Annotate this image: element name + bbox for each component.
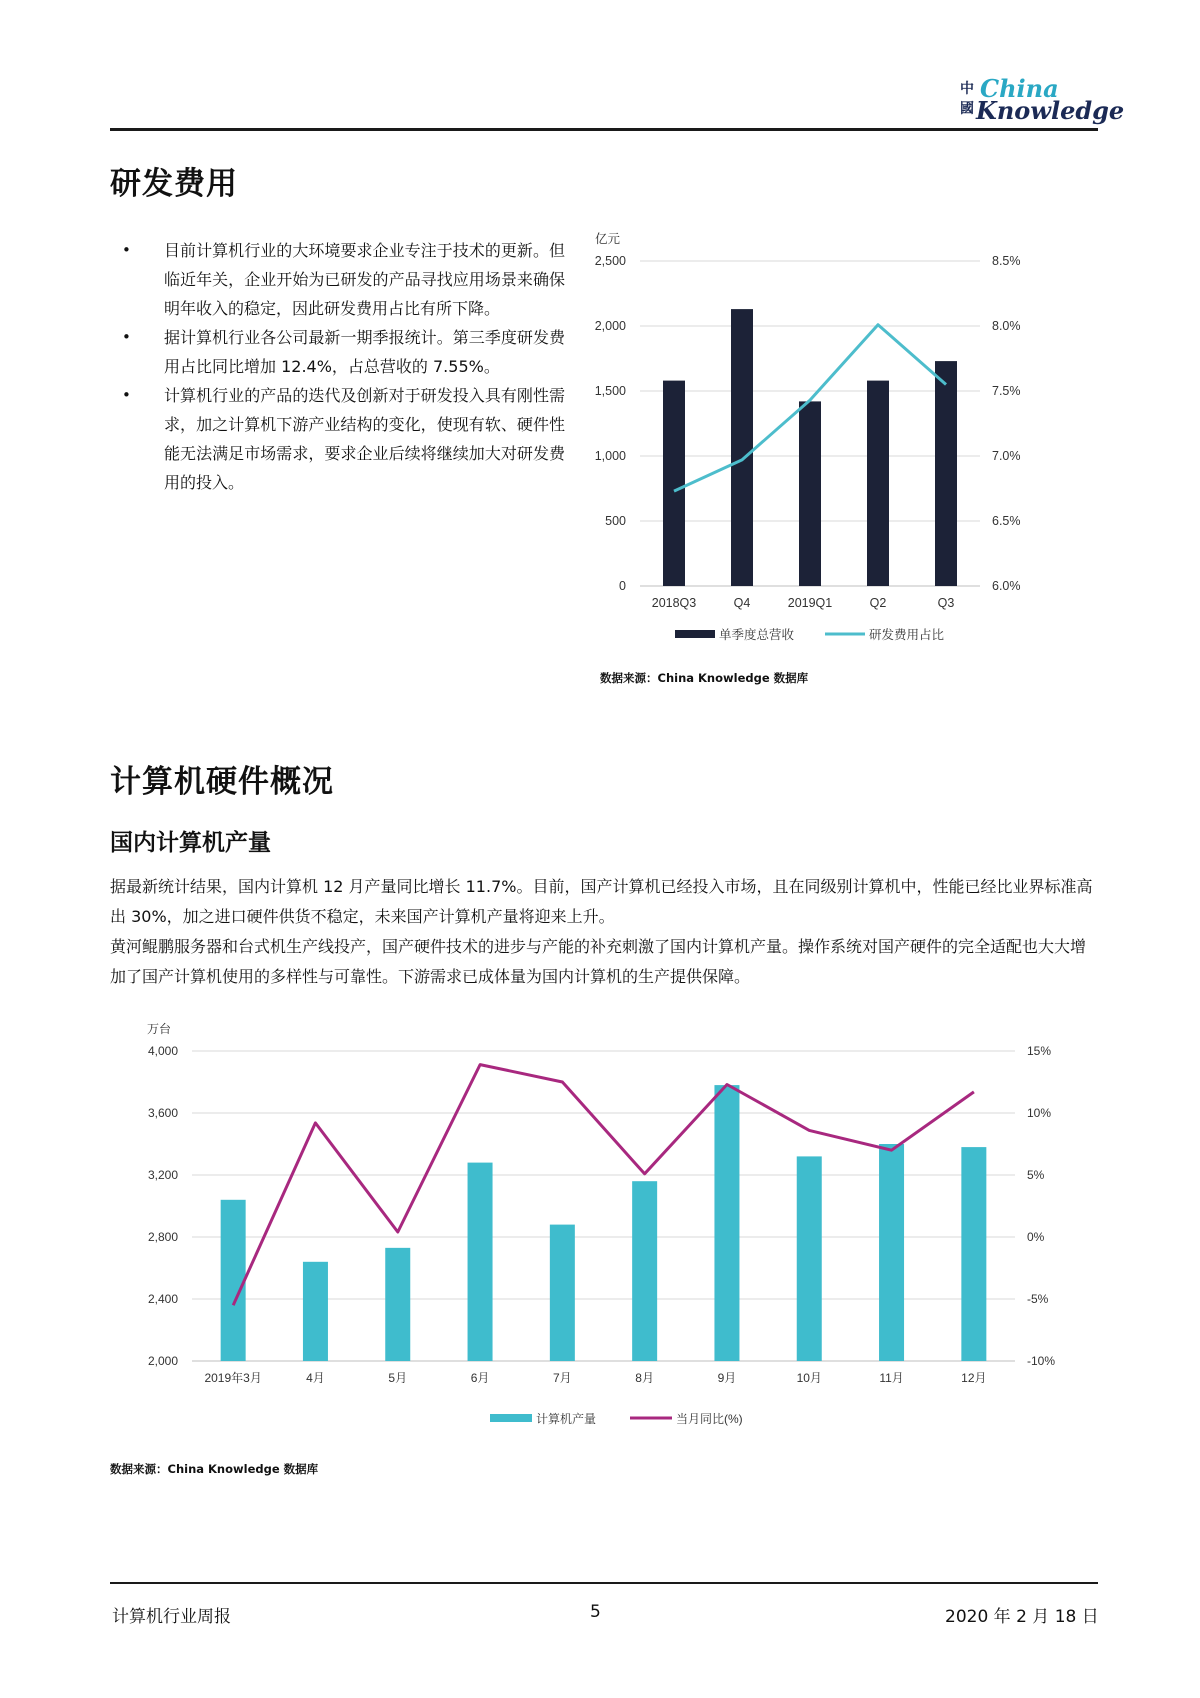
y2-tick-label: 6.0% bbox=[992, 579, 1021, 593]
computer-output-chart bbox=[110, 1008, 1100, 1448]
bar bbox=[303, 1262, 328, 1361]
x-tick-label: 12月 bbox=[961, 1371, 987, 1385]
y2-tick-label: 7.0% bbox=[992, 449, 1021, 463]
y2-tick-label: -5% bbox=[1027, 1292, 1049, 1306]
y-tick-label: 500 bbox=[605, 514, 626, 528]
paragraph-output-2: 黄河鲲鹏服务器和台式机生产线投产，国产硬件技术的进步与产能的补充刺激了国内计算机产量。操作系统对国产硬件的完全适配也大大增加了国产计算机使用的多样性与可靠性。下游需求已成体量为国内计算机的生产提供保障。 bbox=[110, 937, 1087, 986]
y2-tick-label: 0% bbox=[1027, 1230, 1045, 1244]
y-tick-label: 2,500 bbox=[594, 254, 626, 268]
y-tick-label: 2,000 bbox=[594, 319, 626, 333]
logo-cn-top: 中 bbox=[960, 81, 974, 97]
y2-tick-label: 8.0% bbox=[992, 319, 1021, 333]
footer-page-number: 5 bbox=[590, 1602, 601, 1622]
y-tick-label: 4,000 bbox=[147, 1044, 178, 1058]
legend-label-bar: 计算机产量 bbox=[536, 1412, 597, 1426]
bar bbox=[797, 1156, 822, 1361]
bar bbox=[632, 1181, 657, 1361]
y-axis-unit-label: 万台 bbox=[147, 1022, 172, 1036]
rd-bullet-list bbox=[120, 236, 565, 497]
bar bbox=[714, 1085, 739, 1361]
y-tick-label: 2,000 bbox=[147, 1354, 178, 1368]
bar bbox=[867, 381, 889, 586]
footer-divider bbox=[110, 1582, 1098, 1584]
bullet-item: • 据计算机行业各公司最新一期季报统计。第三季度研发费用占比同比增加 12.4%，占总营收的 7.55%。 bbox=[120, 323, 565, 381]
x-tick-label: Q3 bbox=[937, 596, 955, 610]
x-tick-label: Q2 bbox=[869, 596, 887, 610]
y2-tick-label: 7.5% bbox=[992, 384, 1021, 398]
x-tick-label: 7月 bbox=[553, 1371, 572, 1385]
logo-text-knowledge: Knowledge bbox=[976, 96, 1125, 125]
legend-label-bar: 单季度总营收 bbox=[719, 628, 795, 642]
y-tick-label: 0 bbox=[619, 579, 626, 593]
y-tick-label: 1,000 bbox=[594, 449, 626, 463]
x-tick-label: Q4 bbox=[733, 596, 751, 610]
bar bbox=[550, 1225, 575, 1361]
x-tick-label: 4月 bbox=[306, 1371, 325, 1385]
x-tick-label: 8月 bbox=[635, 1371, 654, 1385]
footer-date: 2020 年 2 月 18 日 bbox=[945, 1607, 1099, 1627]
section-title-rd: 研发费用 bbox=[110, 166, 238, 202]
china-knowledge-logo bbox=[960, 74, 1125, 125]
y2-tick-label: 10% bbox=[1027, 1106, 1052, 1120]
y-tick-label: 1,500 bbox=[594, 384, 626, 398]
bar bbox=[731, 309, 753, 586]
rd-expense-chart bbox=[580, 215, 1100, 655]
y-tick-label: 3,600 bbox=[147, 1106, 178, 1120]
chart1-source: 数据来源：China Knowledge 数据库 bbox=[600, 671, 809, 685]
x-tick-label: 2019年3月 bbox=[204, 1371, 262, 1385]
logo-text-china: China bbox=[980, 74, 1059, 103]
header-divider bbox=[110, 128, 1098, 131]
bar bbox=[221, 1200, 246, 1361]
bullet-item: • 计算机行业的产品的迭代及创新对于研发投入具有刚性需求，加之计算机下游产业结构的变化，使现有软、硬件性能无法满足市场需求，要求企业后续将继续加大对研发费用的投入。 bbox=[120, 381, 565, 497]
y-axis-unit-label: 亿元 bbox=[595, 232, 621, 246]
x-tick-label: 2018Q3 bbox=[651, 596, 697, 610]
paragraph-output-1: 据最新统计结果，国内计算机 12 月产量同比增长 11.7%。目前，国产计算机已经投入市场，且在同级别计算机中，性能已经比业界标准高出 30%，加之进口硬件供货不稳定，未来国产计算机产量将迎来上升。 bbox=[110, 877, 1093, 926]
footer-report-name: 计算机行业周报 bbox=[112, 1607, 231, 1627]
y2-tick-label: 8.5% bbox=[992, 254, 1021, 268]
y-tick-label: 3,200 bbox=[147, 1168, 178, 1182]
y2-tick-label: 15% bbox=[1027, 1044, 1052, 1058]
bullet-item: • 目前计算机行业的大环境要求企业专注于技术的更新。但临近年关，企业开始为已研发的产品寻找应用场景来确保明年收入的稳定，因此研发费用占比有所下降。 bbox=[120, 236, 565, 323]
bar bbox=[799, 401, 821, 586]
section-title-hardware: 计算机硬件概况 bbox=[110, 764, 334, 800]
bar bbox=[961, 1147, 986, 1361]
y-tick-label: 2,800 bbox=[147, 1230, 178, 1244]
y-tick-label: 2,400 bbox=[147, 1292, 178, 1306]
subsection-title-output: 国内计算机产量 bbox=[110, 830, 271, 856]
y2-tick-label: -10% bbox=[1027, 1354, 1056, 1368]
x-tick-label: 11月 bbox=[879, 1371, 904, 1385]
x-tick-label: 2019Q1 bbox=[787, 596, 833, 610]
legend-label-line: 当月同比(%) bbox=[676, 1412, 743, 1426]
x-tick-label: 6月 bbox=[470, 1371, 490, 1385]
chart2-source: 数据来源：China Knowledge 数据库 bbox=[110, 1462, 319, 1476]
bar bbox=[663, 381, 685, 586]
bar bbox=[879, 1144, 904, 1361]
bar bbox=[468, 1163, 493, 1361]
bar bbox=[935, 361, 957, 586]
x-tick-label: 10月 bbox=[796, 1371, 822, 1385]
series-line bbox=[233, 1065, 974, 1306]
x-tick-label: 5月 bbox=[388, 1371, 408, 1385]
y2-tick-label: 5% bbox=[1027, 1168, 1045, 1182]
y2-tick-label: 6.5% bbox=[992, 514, 1021, 528]
x-tick-label: 9月 bbox=[717, 1371, 737, 1385]
bar bbox=[385, 1248, 410, 1361]
legend-label-line: 研发费用占比 bbox=[869, 628, 945, 642]
logo-cn-bottom: 國 bbox=[960, 101, 974, 117]
